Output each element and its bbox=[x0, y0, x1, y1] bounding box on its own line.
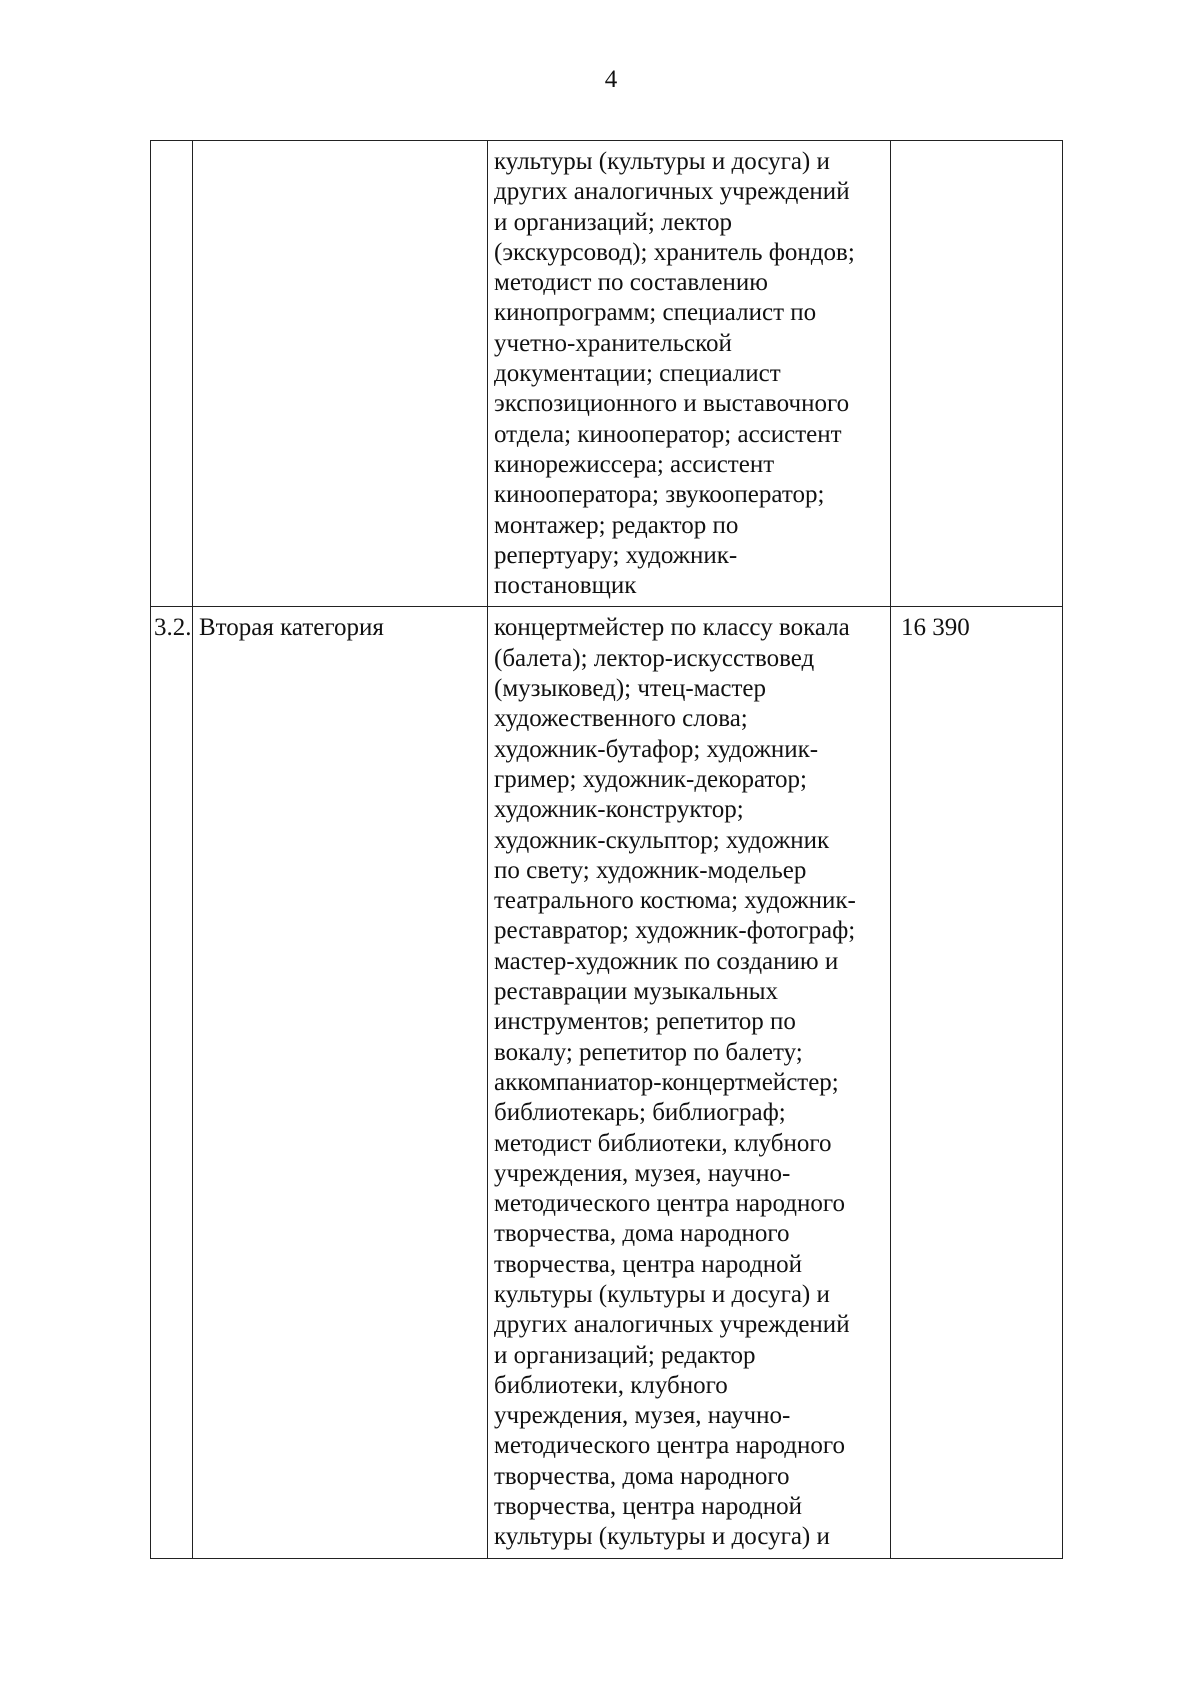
position-line: других аналогичных учреждений bbox=[494, 1311, 850, 1339]
position-line: методист по составлению bbox=[494, 269, 768, 297]
position-line: методического центра народного bbox=[494, 1190, 845, 1218]
position-line: документации; специалист bbox=[494, 360, 781, 388]
positions-cell bbox=[488, 607, 891, 1558]
position-line: (балета); лектор-искусствовед bbox=[494, 644, 815, 672]
position-line: репертуару; художник- bbox=[494, 541, 738, 569]
position-line: кинооператора; звукооператор; bbox=[494, 481, 825, 509]
salary-table bbox=[150, 140, 1063, 1559]
position-line: творчества, центра народной bbox=[494, 1493, 802, 1521]
position-line: других аналогичных учреждений bbox=[494, 178, 850, 206]
position-line: творчества, дома народного bbox=[494, 1462, 790, 1490]
position-line: культуры (культуры и досуга) и bbox=[494, 1280, 830, 1308]
position-line: мастер-художник по созданию и bbox=[494, 947, 839, 975]
position-line: реставрации музыкальных bbox=[494, 978, 779, 1006]
position-line: и организаций; лектор bbox=[494, 208, 733, 236]
position-line: вокалу; репетитор по балету; bbox=[494, 1038, 803, 1066]
position-line: реставратор; художник-фотограф; bbox=[494, 917, 856, 945]
position-line: по свету; художник-модельер bbox=[494, 856, 807, 884]
position-line: учреждения, музея, научно- bbox=[494, 1402, 791, 1430]
position-line: учреждения, музея, научно- bbox=[494, 1159, 791, 1187]
position-line: культуры (культуры и досуга) и bbox=[494, 148, 830, 175]
table-row bbox=[151, 607, 1063, 1558]
position-line: художник-скульптор; художник bbox=[494, 826, 830, 854]
category-cell: Вторая категория bbox=[193, 607, 488, 1558]
position-line: экспозиционного и выставочного bbox=[494, 390, 850, 418]
position-line: гример; художник-декоратор; bbox=[494, 765, 808, 793]
position-line: отдела; кинооператор; ассистент bbox=[494, 420, 842, 448]
position-line: монтажер; редактор по bbox=[494, 511, 739, 539]
position-line: концертмейстер по классу вокала bbox=[494, 614, 850, 642]
position-line: и организаций; редактор bbox=[494, 1341, 756, 1369]
position-line: методического центра народного bbox=[494, 1432, 845, 1460]
category-cell bbox=[193, 141, 488, 607]
position-line: кинорежиссера; ассистент bbox=[494, 450, 775, 478]
position-line: творчества, центра народной bbox=[494, 1250, 802, 1278]
position-line: (экскурсовод); хранитель фондов; bbox=[494, 238, 855, 266]
position-line: библиотекарь; библиограф; bbox=[494, 1099, 786, 1127]
row-number-cell bbox=[151, 141, 193, 607]
position-line: постановщик bbox=[494, 572, 637, 600]
position-line: культуры (культуры и досуга) и bbox=[494, 1523, 830, 1551]
page-number: 4 bbox=[604, 66, 618, 93]
position-line: театрального костюма; художник- bbox=[494, 887, 856, 915]
positions-cell bbox=[488, 141, 891, 607]
position-line: художник-бутафор; художник- bbox=[494, 735, 819, 763]
position-line: (музыковед); чтец-мастер bbox=[494, 675, 767, 703]
position-line: методист библиотеки, клубного bbox=[494, 1129, 832, 1157]
salary-cell bbox=[891, 141, 1063, 607]
table-row bbox=[151, 141, 1063, 607]
position-line: кинопрограмм; специалист по bbox=[494, 299, 817, 327]
position-line: творчества, дома народного bbox=[494, 1220, 790, 1248]
row-number-cell: 3.2. bbox=[151, 607, 193, 1558]
position-line: аккомпаниатор-концертмейстер; bbox=[494, 1068, 839, 1096]
position-line: учетно-хранительской bbox=[494, 329, 732, 357]
position-line: художественного слова; bbox=[494, 705, 748, 733]
position-line: художник-конструктор; bbox=[494, 796, 744, 824]
salary-cell: 16 390 bbox=[891, 607, 1063, 1558]
position-line: инструментов; репетитор по bbox=[494, 1008, 796, 1036]
position-line: библиотеки, клубного bbox=[494, 1371, 728, 1399]
